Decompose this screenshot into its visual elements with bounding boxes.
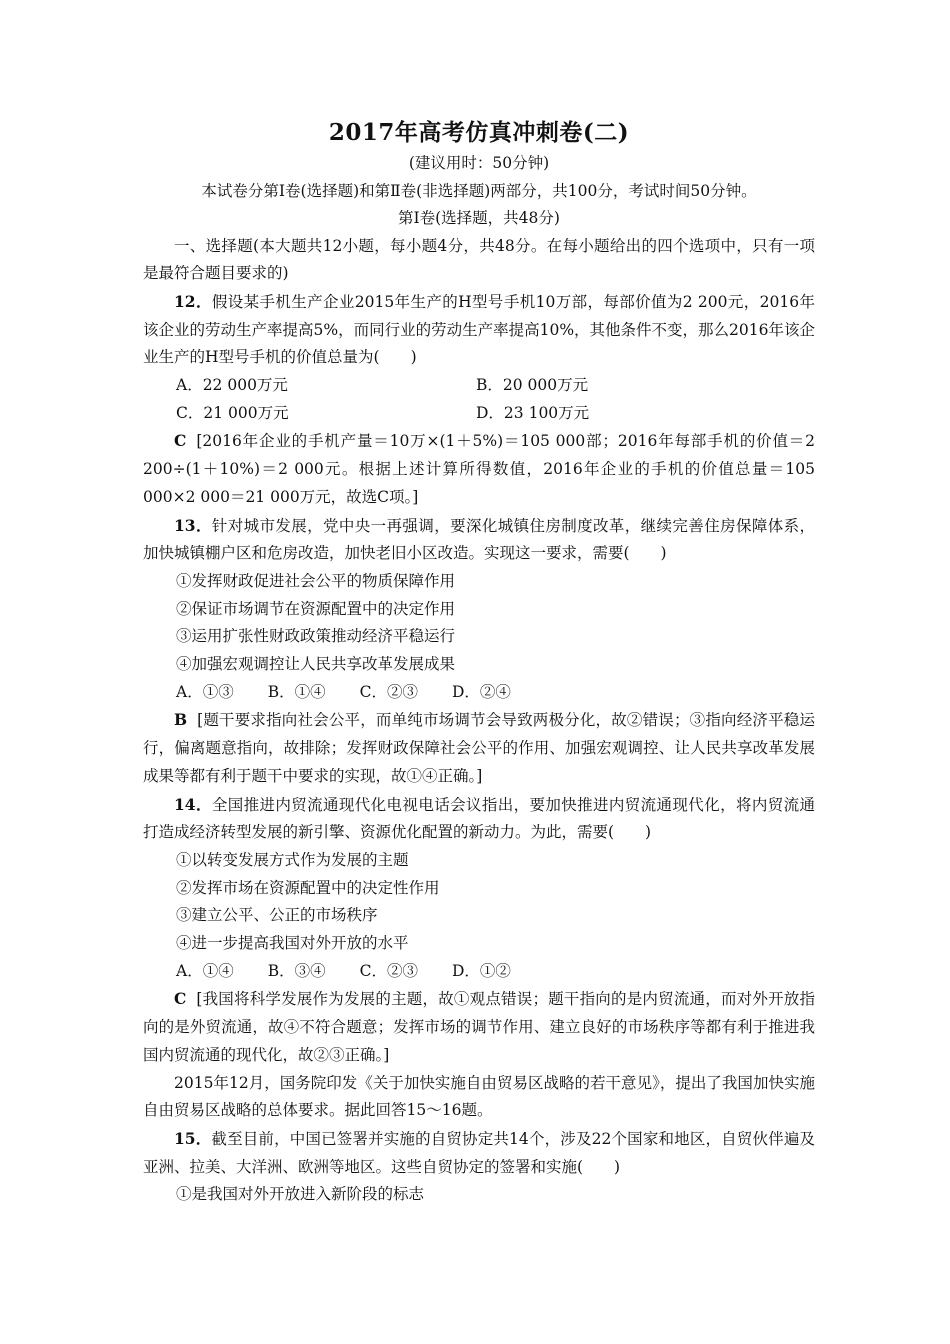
answer-14: [143, 985, 815, 1069]
option-c: C．21 000万元: [176, 403, 289, 422]
answer-13: [143, 706, 815, 790]
answer-letter: C: [174, 989, 187, 1009]
statement-item: ③建立公平、公正的市场秩序: [176, 906, 378, 925]
question-12: [143, 288, 815, 372]
option-c: C．②③: [359, 682, 418, 701]
statement-item: ②保证市场调节在资源配置中的决定作用: [176, 599, 456, 618]
question-stem: 针对城市发展，党中央一再强调，要深化城镇住房制度改革，继续完善住房保障体系，加快城镇棚户区和危房改造，加快老旧小区改造。实现这一要求，需要( ): [143, 516, 815, 563]
answer-letter: B: [174, 710, 188, 730]
option-d: D．②④: [451, 682, 511, 701]
statement-item: ④加强宏观调控让人民共享改革发展成果: [176, 655, 456, 674]
statement-item: ②发挥市场在资源配置中的决定性作用: [176, 878, 440, 897]
question-stem: 全国推进内贸流通现代化电视电话会议指出，要加快推进内贸流通现代化，将内贸流通打造成经济转型发展的新引擎、资源优化配置的新动力。为此，需要( ): [143, 795, 815, 842]
question-number: 12．: [174, 291, 212, 311]
suggested-time: (建议用时：50分钟): [408, 154, 550, 172]
question-stem: 截至目前，中国已签署并实施的自贸协定共14个，涉及22个国家和地区，自贸伙伴遍及亚洲、拉美、大洋洲、欧洲等地区。这些自贸协定的签署和实施( ): [143, 1130, 815, 1176]
statement-item: ①是我国对外开放进入新阶段的标志: [176, 1185, 425, 1204]
option-a: A．①③: [176, 682, 234, 701]
exam-intro: 本试卷分第Ⅰ卷(选择题)和第Ⅱ卷(非选择题)两部分，共100分，考试时间50分钟。: [201, 181, 757, 200]
question-number: 13．: [174, 515, 212, 535]
section1-instructions: 一、选择题(本大题共12小题，每小题4分，共48分。在每小题给出的四个选项中，只有一项是最符合题目要求的): [143, 236, 815, 283]
statement-item: ①以转变发展方式作为发展的主题: [176, 850, 409, 869]
question-14: [143, 791, 815, 847]
option-b: B．③④: [267, 961, 326, 980]
options-row: [143, 372, 815, 400]
options-row: [143, 400, 815, 428]
option-d: D．①②: [451, 961, 511, 980]
answer-explanation: [我国将科学发展作为发展的主题，故①观点错误；题干指向的是内贸流通，而对外开放指向的是外贸流通，故④不符合题意；发挥市场的调节作用、建立良好的市场秩序等都有利于推进我国内贸流通的现代化，故②③正确。]: [143, 990, 815, 1064]
statement-item: ①发挥财政促进社会公平的物质保障作用: [176, 571, 456, 590]
exam-title: 2017年高考仿真冲刺卷(二): [328, 119, 630, 146]
option-c: C．②③: [359, 961, 418, 980]
answer-explanation: [题干要求指向社会公平，而单纯市场调节会导致两极分化，故②错误；③指向经济平稳运行，偏离题意指向，故排除；发挥财政保障社会公平的作用、加强宏观调控、让人民共享改革发展成果等都有利于题干中要求的实现，故①④正确。]: [143, 711, 815, 785]
question-stem: 假设某手机生产企业2015年生产的H型号手机10万部，每部价值为2 200元，2016年该企业的劳动生产率提高5%，而同行业的劳动生产率提高10%，其他条件不变，那么2016年该企业生产的H型号手机的价值总量为( ): [143, 292, 815, 367]
answer-explanation: [2016年企业的手机产量＝10万×(1＋5%)＝105 000部；2016年每部手机的价值＝2 200÷(1＋10%)＝2 000元。根据上述计算所得数值，2016年企业的手机的价值总量＝105 000×2 000＝21 000万元，故选C项。]: [143, 432, 815, 506]
document-content: [143, 118, 815, 1209]
question-number: 15．: [174, 1129, 212, 1148]
question-13: [143, 512, 815, 568]
option-b: B．①④: [267, 682, 326, 701]
option-a: A．①④: [176, 961, 234, 980]
answer-letter: C: [174, 431, 187, 451]
question-number: 14．: [174, 794, 212, 814]
statement-item: ④进一步提高我国对外开放的水平: [176, 934, 409, 953]
option-a: A．22 000万元: [176, 376, 288, 395]
statement-item: ③运用扩张性财政政策推动经济平稳运行: [176, 627, 456, 646]
part1-title: 第Ⅰ卷(选择题，共48分): [398, 209, 560, 227]
question-15: [143, 1125, 815, 1181]
material-15-16: 2015年12月，国务院印发《关于加快实施自由贸易区战略的若干意见》，提出了我国加快实施自由贸易区战略的总体要求。据此回答15～16题。: [143, 1073, 815, 1120]
option-d: D．23 100万元: [476, 403, 590, 422]
options-row: [143, 679, 815, 707]
answer-12: [143, 427, 815, 511]
option-b: B．20 000万元: [476, 376, 589, 395]
options-row: [143, 958, 815, 986]
